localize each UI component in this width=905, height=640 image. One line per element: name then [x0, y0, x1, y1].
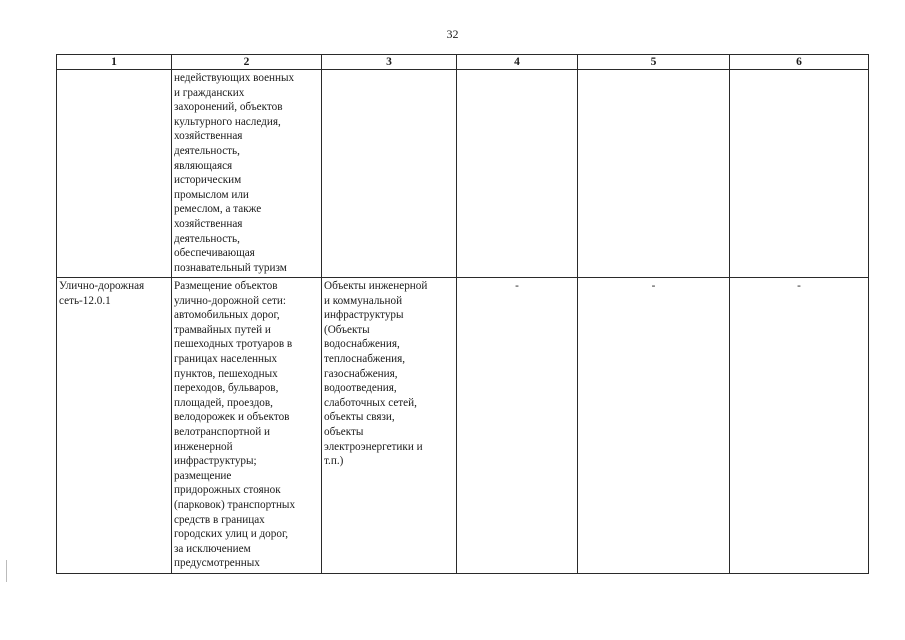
table-row [57, 278, 869, 574]
scan-margin-mark [6, 560, 7, 582]
header-col-6: 6 [730, 55, 869, 70]
description-text: Размещение объектов улично-дорожной сети: автомобильных дорог, трамвайных путей и пешеходных тротуаров в границах населенных пунктов, пешеходных переходов, бульваров, площадей, проездов, велодорожек и объектов велотранспортной и инженерной инфраструктуры; размещение придорожных стоянок (парковок) транспортных средств в границах городских улиц и дорог, за исключением предусмотренных [174, 280, 296, 570]
land-use-type-text: Улично-дорожная сеть-12.0.1 [59, 280, 145, 307]
header-col-5: 5 [578, 55, 730, 70]
empty-dash: - [515, 280, 519, 292]
cell-description [172, 70, 322, 278]
table-row [57, 70, 869, 278]
cell-auxiliary-use [322, 70, 457, 278]
header-col-3: 3 [322, 55, 457, 70]
page-number: 32 [446, 27, 459, 41]
cell-col-6 [730, 278, 869, 574]
header-col-4: 4 [457, 55, 578, 70]
cell-land-use-type [57, 70, 172, 278]
cell-col-4 [457, 70, 578, 278]
cell-col-6 [730, 70, 869, 278]
cell-auxiliary-use [322, 278, 457, 574]
header-col-2: 2 [172, 55, 322, 70]
cell-land-use-type [57, 278, 172, 574]
description-text: недействующих военных и гражданских захоронений, объектов культурного наследия, хозяйственная деятельность, являющаяся историческим промыслом или ремеслом, а также хозяйственная деятельность, обеспечивающая познавательный туризм [174, 72, 295, 274]
cell-col-5 [578, 70, 730, 278]
cell-description [172, 278, 322, 574]
cell-col-4 [457, 278, 578, 574]
empty-dash: - [651, 280, 656, 292]
empty-dash: - [797, 280, 801, 292]
cell-col-5 [578, 278, 730, 574]
regulations-table [56, 54, 869, 574]
header-col-1: 1 [57, 55, 172, 70]
auxiliary-use-text: Объекты инженерной и коммунальной инфраструктуры (Объекты водоснабжения, теплоснабжения, газоснабжения, водоотведения, слаботочных сетей, объекты связи, объекты электроэнергетики и т.п.) [324, 280, 428, 468]
header-row [57, 55, 869, 70]
